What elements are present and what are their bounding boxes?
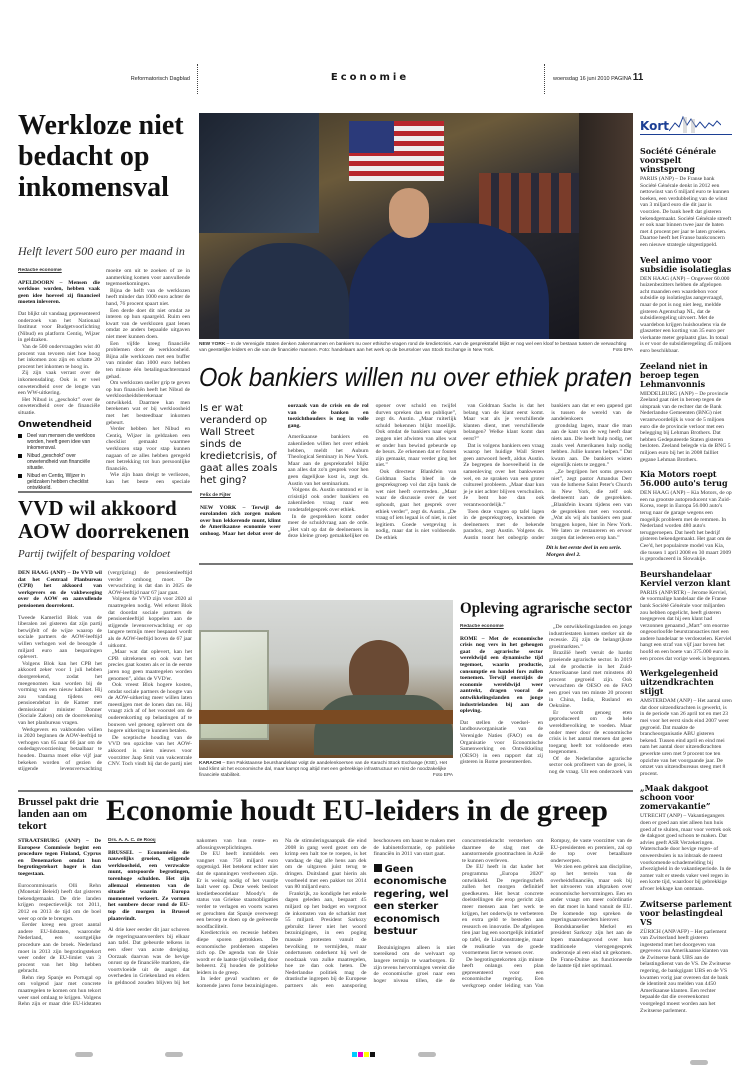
article-subtitle-vvd: Partij twijfelt of besparing voldoet — [18, 548, 171, 560]
paragraph: Dat is volgens bankiers een vraag waarop het huidige Wall Street geen antwoord heeft, aldus Austin. Ze begrepen de hoeveelheid in de samenleving over het bankwezen wel, en ze spraken van een groter cultureel probleem. „Maar daar kun je je niet achter blijven verschuilen. Je bent hoe dan ook verantwoordelijk.” — [463, 442, 545, 508]
kort-item-title: Zeeland niet in beroep tegen Lehmanvonnis — [640, 360, 708, 389]
paragraph: Bijna de helft van de werklozen heeft minder dan 1000 euro achter de hand, 76 procent spaart niet. — [106, 287, 190, 307]
photo-credit: Foto EPA — [432, 773, 453, 778]
paragraph: Dat stellen de voedsel- en landbouworganisatie van de Verenigde Naties (FAO) en de Organisatie voor Economische Samenwerking en Ontwikkeling (OESO) in een rapport dat zij gisteren in Rome presenteerden. — [460, 719, 543, 766]
divider — [18, 790, 633, 792]
paragraph: Er wordt genoeg eten geproduceerd om de hele wereldbevolking te voeden. Maar onder meer door de economische crisis is het aantal mensen dat geen toegang heeft tot voldoende eten toegenomen. — [549, 709, 632, 756]
photo-credit: Foto EPA — [612, 348, 633, 353]
kort-item-title: Veel animo voor subsidie isolatieglas — [640, 254, 732, 274]
kort-item — [640, 570, 732, 663]
paragraph: De EU heeft inmiddels een vangnet van 750 miljard euro opgetuigd. Het betekent echter niet dat de spanningen verdwenen zijn. Er is weinig nodig of het vuurtje laait weer op. Deze week besloot kredietbeoordelaar Moody's de status van Griekse staatsobligaties verder te verlagen en voorts waren er geruchten dat Spanje overweegt een beroep te doen op de geëreerde noodfaciliteit. — [196, 851, 278, 930]
caption-place: KARACHI — [199, 761, 222, 766]
paragraph: Dat blijkt uit vandaag gepresenteerd onderzoek van het Nationaal Instituut voor Budgetvoorlichting (Nibud) en platform Centiq, Wijzer in geldzaken. — [18, 310, 100, 344]
kort-item-text: DEN HAAG (ANP) – Kia Motors, de op een na grootste autoproducent van Zuid-Korea, roept in Europa 56.000 auto's terug naar de garage wegens een mogelijk probleem met de remmen. In Nederland worden 480 auto's teruggeroepen. Dat heeft het bedrijf gisteren bekendgemaakt. Het gaat om de Cee'd, het populairste model van Kia, die tussen 1 april 2008 en 30 maart 2009 is geproduceerd in Slowakije. — [640, 490, 732, 563]
caption-text: – In de Verenigde Staten denken zakenmannen en bankiers nu over ethische vragen rond de kredietcrisis. Aan de gesprekstafel blijkt er nog wel een kloof te bestaan tussen de verwachting van geestelijke leiders en die van de financiële mannen. Foto: handelaars aan het werk op de beursvloer van Stock Exchange in New York. — [199, 342, 627, 353]
kort-item-text: MIDDELBURG (ANP) – De provincie Zeeland gaat niet in beroep tegen de uitspraak van de rechter dat de Bank Nederlandse Gemeenten (BNG) niet verantwoordelijk is voor de 5 miljoen euro die de provincie verloor met een belegging bij Lehman Brothers. Dat hebben Gedeputeerde Staten gisteren besloten. Zeeland belegde via de BNG 5 miljoen euro bij het in 2008 failliet gegane Lehman Brothers. — [640, 390, 731, 463]
article-title-brussel: Brussel pakt drie landen aan om tekort — [18, 796, 99, 832]
opleving-body — [460, 624, 632, 776]
kort-label: Kort — [640, 119, 669, 133]
paragraph: Om werklozen sneller grip te geven op hun financiën heeft het Nibud de werkloosheidsberekenaar ontwikkeld. Daarmee kan men berekenen wat er bij werkloosheid met het besteedbaar inkomen gebeurt. — [106, 380, 190, 426]
article-title-werkloze: Werkloze niet bedacht op inkomensval — [18, 110, 184, 203]
paragraph: Een derde doet dit niet omdat ze interen op hun spaargeld. Ruim een kwart van de werklozen gaat lenen omdat ze anders bepaalde uitgaven niet meer kunnen doen. — [106, 307, 190, 340]
newspaper-name: Reformatorisch Dagblad — [130, 76, 190, 82]
paragraph: In ieder geval wachten er de komende jaren forse bezuinigingen. Na de stimuleringsaanpak die eind 2008 in gang werd gezet om de krimp een halt toe te roepen, is het vandaag de dag alle hens aan dek om de uitgaven juist terug te dringen. Duitsland gaat hierin als voorbeeld met een pakket tot 2014 van 80 miljard euro. — [196, 838, 367, 990]
article-deck: Is er wat veranderd op Wall Street sinds de kredietcrisis, of gaat alles zoals het ging? — [200, 403, 278, 486]
article-title-vvd: VVD wil akkoord AOW doorrekenen — [18, 496, 190, 543]
paragraph: Van de 500 ondervraagden wist 40 procent van tevoren niet hoe hoog het inkomen zou zijn en schatte 20 procent het inkomen te hoog in. — [18, 343, 100, 370]
paragraph: Wie zijn baan dreigt te verliezen, kan het beste een speciale — [106, 472, 190, 485]
paragraph: Bezuinigingen alleen is niet toereikend om de welvaart op langere termijn te waarborgen. Er zijn tevens hervormingen vereist die de economische groei naar een hoger niveau tillen, die de concurrentiekracht versterken om daarmee de slag met de aanstormende grootmachten in Azië te kunnen overleven. — [373, 838, 544, 984]
photo-caption — [199, 761, 453, 779]
article-intro: BRUSSEL – Economieën die nauwelijks groeien, stijgende werkloosheid, een verzwakte munt, ontspoorde begrotingen, torenhoge schulden. Het zijn allemaal elementen van de situatie waarin Europa momenteel verkeert. Ze vormen het sombere decor rond de EU-top die morgen in Brussel plaatsvindt. — [108, 849, 190, 922]
paragraph: Het Nibud is „geschokt” over de onwetendheid over de financiële situatie. — [18, 396, 100, 416]
kort-item — [640, 470, 732, 563]
paragraph: De begrotingstekorten zijn minste heeft onlangs een plan gepresenteerd voor een economische regering. Een werkgroep onder leiding van Van Rompuy, de vaste voorzitter van de EU-presidenten en premiers, zal op de top over betaalbare onderwerpen. — [462, 838, 632, 990]
kort-item — [640, 256, 732, 355]
paragraph: Amerikaanse bankiers en zakenlieden willen het over ethiek hebben, meldt het Auburn Theological Seminary in New York. Maar aan de gesprekstafel blijkt aan alles dat zo'n gesprek voor hen geen dagelijkse kost is, zegt ds. Austin van het seminarium. — [287, 434, 369, 487]
list-item: Nibud en Centiq, Wijzer in geldzaken hebben checklist ontwikkeld. — [18, 473, 100, 491]
paragraph: „Maar wat dat oplevert, kan het CPB uitrekenen en ook wat het precies gaat kosten als er in de eerste jaren nog geen maatregelen worden genomen”, aldus de VVD'er. — [108, 649, 192, 682]
kort-item-text: AMSTERDAM (ANP) – Het aantal uren dat door uitzendkrachten is gewerkt, is in de periode van 26 april tot en met 23 mei voor het eerst sinds eind 2007 weer gegroeid. Dat maakte de brancheorganisatie ABU gisteren bekend. Tussen eind april en eind mei nam het aantal door uitzendkrachten gewerkte uren met 9 procent toe ten opzichte van het voorgaande jaar. De omzet van uitzendbureaus steeg met 8 procent. — [640, 698, 732, 777]
series-note: Dit is het eerste deel in een serie. Morgen deel 2. — [546, 545, 632, 558]
kort-item-title: Beurshandelaar Kerviel verzon klant — [640, 568, 731, 588]
paragraph: Brazilië heeft veruit de hardst groeiende agrarische sector. In 2019 zal de productie in het Zuid-Amerikaanse land met minstens 40 procent gegroeid zijn. Ook verwachten de OESO en de FAO een groei van ten minste 20 procent in China, India, Rusland en Oekraïne. — [549, 650, 632, 710]
paragraph: Ook vreest Blok hogere kosten, omdat sociale partners de hoogte van de AOW-uitkering meer willen laten meestijgen met de lonen dan nu. Hij vraagt zich af of het voorstel om de ouderenkorting op belastingen af te bouwen wel genoeg oplevert om de hogere uitkering te kunnen betalen. — [108, 682, 192, 735]
paragraph: „De ontwikkelingslanden en jonge industriestaten komen sterker uit de recessie. Zij zijn de belangrijkste groeimarkten.” — [549, 624, 632, 650]
registration-mark — [75, 1052, 93, 1057]
sparkline-icon — [669, 113, 721, 133]
article-intro: STRAATSBURG (ANP) – De Europese Commissie begint een procedure tegen Finland, Cyprus en Denemarken omdat hun begrotingstekort hoger is dan toegestaan. — [18, 838, 101, 877]
kort-item-title: „Maak dakgoot schoon voor zomervakantie” — [640, 783, 711, 812]
vvd-body — [18, 570, 192, 778]
registration-mark — [418, 1052, 436, 1057]
paragraph: De EU heeft in dat kader het programma „Europa 2020” ontwikkeld. De regeringschefs zullen het morgen definitief goedkeuren. Het bevat concrete doelstellingen die erop gericht zijn meer mensen aan het werk te krijgen, het onderwijs te verbeteren en extra geld te besteden aan research en innovatie. De afgelopen tien jaar lag een soortgelijk initiatief op tafel, de Lisabonstrategie, maar de realisatie van de goede voornemens liet te wensen over. — [462, 864, 544, 957]
article-title-bankiers: Ook bankiers willen nu over ethiek praten — [199, 362, 633, 392]
kort-item-title: Kia Motors roept 56.000 auto's terug — [640, 469, 728, 489]
kort-item — [640, 784, 732, 892]
article-title-economie: Economie houdt EU-leiders in de greep — [106, 794, 608, 827]
kort-item — [640, 147, 732, 249]
kort-item-text: ZÜRICH (ANP/AFP) – Het parlement van Zwitserland heeft gisteren ingestemd met het doorgeven van gegevens van Amerikaanse klanten van de Zwitserse bank UBS aan de belastingdienst van de VS. De Zwitserse regering, de bankgigant UBS en de VS kwamen vorig jaar overeen dat de bank de identiteit zou melden van 4450 Amerikaanse klanten. Een rechter bepaalde dat die overeenkomst voorgelegd moest worden aan het Zwitserse parlement. — [640, 928, 731, 1014]
paragraph: Volgens de VVD zijn voor 2020 al maatregelen nodig. Wel erkent Blok dat doordat sociale partners de pensioenleeftijd koppelen aan de stijgende levensverwachting er op langere termijn meer bespaard wordt als de AOW-leeftijd boven de 67 jaar uitkomt. — [108, 596, 192, 649]
brussel-article — [18, 796, 101, 1008]
photo-stock-exchange — [199, 113, 633, 339]
byline: Redactie economie — [18, 268, 62, 273]
paragraph: „Ze begrijpen het soms gewoon niet”, zegt pastor Amandus Derr van de lutherse Saint Peter's Church in New York, die zelf ook deelneemt aan de gesprekken. „Blankfein kwam tijdens een van de gesprekken met een voorstel. „Wat als wij als bankiers een paar bruggen kopen, hier in New York. We laten ze restaureren en ervoor zorgen dat iedereen erop kan.” — [551, 468, 632, 541]
werkloze-col2 — [106, 268, 190, 486]
kort-item-text: UTRECHT (ANP) – Vakantiegangers doen er goed aan niet alleen hun huis goed af te sluiten, maar voor vertrek ook de dakgoot goed schoon te maken. Dat advies geeft ASR Verzekeringen. Waterschade door hevige regen- of onweersbuien is na inbraak de meest voorkomende schademelding bij afwezigheid in de vakantieperiode. In de zomer valt er steeds vaker veel regen in een korte tijd, waardoor bij gebrekkige afvoer lekkage kan ontstaan. — [640, 813, 732, 892]
paragraph: Een vijfde kreeg financiële problemen door de werkloosheid. Bijna alle werklozen met een buffer van minder dan 1000 euro hebben ten minste één betalingsachterstand gehad. — [106, 340, 190, 380]
photo-caption — [199, 342, 633, 354]
paragraph: We zien een gebrek aan discipline, op het terrein van de overheidsfinanciën, maar ook bij het uitvoeren van afspraken over economische hervormingen. Een en ander vraagt om meer coördinatie en dat moet in hand vanuit de EU. De komende top spreken de regeringsaanvoerders hierover. — [550, 864, 632, 924]
us-flag — [349, 121, 444, 181]
onwetendheid-box — [18, 420, 100, 493]
paragraph: Eerder kreeg een groot aantal andere EU-lidstaten, waaronder Nederland, een soortgelijke procedure aan de broek. Nederland moet in 2013 zijn begrotingstekort weer onder de EU-limiet van 3 procent van het bbp hebben gebracht. — [18, 922, 101, 975]
paragraph: Rehn riep Spanje en Portugal op om volgend jaar met concrete maatregelen te komen om hun tekort weer snel omlaag te krijgen. Volgens Rehn zijn er maar drie EU-lidstaten — [18, 974, 101, 1008]
article-intro: ROME – Met de economische crisis nog vers in het geheugen gaat de agrarische sector wereldwijd een dynamische tijd tegemoet, waarin productie, consumptie en handel fors zullen toenemen. Terwijl enerzijds de economie wereldwijd weer aantrekt, dragen vooral de ontwikkelingslanden en jonge industrielanden bij aan de opleving. — [460, 635, 543, 715]
kort-item-text: DEN HAAG (ANP) – Ongeveer 60.000 huizenbezitters hebben de afgelopen acht maanden een waardebon voor subsidie op isolatieglas aangevraagd, maar de pot is nog niet leeg, meldde gisteren Agentschap NL, dat de subsidieregeling uitvoert. Met de waardebon krijgen huishoudens via de glaszetter een korting van 35 euro per vierkante meter geplaatst glas. In totaal is er voor de subsidieregeling 45 miljoen euro beschikbaar. — [640, 275, 732, 355]
kort-item-text: PARIJS (ANP) – De Franse bank Société Générale denkt in 2012 een nettowinst van 6 miljard euro te kunnen boeken, een verdubbeling van de winst van 3 miljard euro die dit jaar is voorzien. De bank heeft dat gisteren bekendgemaakt. Société Générale streeft er ook naar binnen twee jaar de baten met 4 procent per jaar te laten groeien. Daartoe heeft het Franse bankconcern een nieuwe strategie uitgestippeld. — [640, 176, 732, 248]
list-item: Nibud „geschokt” over onwetendheid van financiële situatie. — [18, 453, 100, 471]
kort-logo — [640, 113, 732, 135]
date-text: woensdag 16 juni 2010 PAGINA — [553, 76, 632, 82]
paragraph: Toen deze vragen op tafel lagen in de gespreksgroep, kwamen de deelnemers met de bekende paradox, zegt Austin. Volgens ds. Austin toont het onbegrip onder bankiers aan dat er een gapend gat is tussen de wereld van de aandelenkoers — [463, 403, 632, 541]
paragraph: Volgens Blok kan het CPB het akkoord zeker voor 1 juli hebben doorgerekend, zodat het meegenomen kan worden bij de vorming van een nieuw kabinet. Hij zou vandaag tijdens een pensioendebat in de Kamer met demissionair minister Donner (Sociale Zaken) om de doorrekening van het planbureau vragen. — [18, 660, 102, 727]
paragraph: Werkgevers en vakbonden willen in 2020 beginnen de AOW-leeftijd te verhogen van 65 naar 66 jaar om de oudedagsvoorziening betaalbaar te houden. Daarna moet elke vijf jaar bekeken worden of gezien de stijgende levensverwachting (vergrijzing) de pensioenleeftijd verder omhoog moet. De verwachting is dat dan in 2025 de AOW-leeftijd naar 67 jaar gaat. — [18, 570, 192, 773]
kort-item-title: Zwitserse parlement voor belastingdeal VS — [640, 898, 732, 927]
photo-karachi-trader — [199, 600, 453, 758]
header-divider — [197, 64, 198, 94]
paragraph: Of de Nederlandse agrarische sector ook profiteert van de groei, is nog de vraag. Uit een onderzoek van — [549, 755, 632, 776]
color-bar — [352, 1052, 375, 1057]
paragraph: moeite om uit te zoeken of ze in aanmerking komen voor aanvullende tegemoetkomingen. — [106, 268, 190, 288]
pull-quote — [374, 864, 456, 939]
page-number: 11 — [632, 72, 644, 83]
article-intro: APELDOORN – Mensen die werkloos worden, hebben vaak geen idee hoeveel zij financieel moeten inleveren. — [18, 279, 100, 306]
byline: Felix de Fijter — [200, 493, 231, 498]
article-intro: DEN HAAG (ANP) – De VVD wil dat het Centraal Planbureau (CPB) het akkoord van werkgevers en de vakbeweging over de AOW en aanvullende pensioenen doorrekent. — [18, 570, 102, 609]
paragraph: In de gesprekken komt onder meer de schuldvraag aan de orde. „Het valt op dat de deelnemers in deze kleine groep gemakkelijker en opener over schuld en twijfel durven spreken dan en publique”, zegt ds. Austin. „Maar ruiterlijk schuld bekennen blijkt moeilijk. Ook omdat de bankiers naar eigen zeggen niet afwisten van alles wat er onder hun bewind gebeurde op de beurs. Ze erkennen dat er fouten zijn gemaakt, maar verder ging het niet.” — [287, 403, 457, 540]
paragraph: Al drie keer eerder dit jaar schoven de regeringsaanvoerders bij elkaar aan tafel. Dat gebeurde telkens in een sfeer van acute dreiging. Oorzaak daarvan was de hevige onrust op de financiële markten, die voortvloeide uit de angst dat overheden in Griekenland en elders in geldnood zouden blijven bij het nakomen van hun rente- en aflossingsverplichtingen. — [108, 838, 278, 986]
paragraph: Eurocommissaris Olli Rehn (Monetair Beleid) heeft dat gisteren bekendgemaakt. De drie landen krijgen respectievelijk tot 2011, 2012 en 2013 de tijd om de boel weer op orde te brengen. — [18, 882, 101, 922]
caption-text: – Een Pakistaanse beurshandelaar volgt de aandelenkoersen van de Karachi Stock Exchange (KSE). Het land klimt uit het economische dal, maar kampt nog altijd met een gebrekkige infrastructuur en mist de noodzakelijke financiële stabiliteit. — [199, 761, 447, 778]
bankiers-body — [200, 403, 632, 542]
economie-body — [108, 838, 632, 1038]
kort-item — [640, 900, 732, 1015]
page-date — [553, 72, 643, 83]
paragraph: Kredietcrisis en recessie hebben diepe sporen getrokken. De economische problemen stapelen zich op. De agenda van de Unie wordt er de laatste tijd volledig door beheerst. Zij houden de politieke leiders in de greep. — [196, 930, 278, 976]
byline: Drs. A. A. C. de Rooij — [108, 838, 156, 843]
header-divider — [544, 64, 545, 94]
registration-mark — [690, 1060, 708, 1065]
paragraph: Frankrijk, zo kondigde het enkele dagen geleden aan, bespaart 45 miljard op het budget en vergroot de inkomsten van de schatkist met 55 miljard. President Sarkozy gebruikt liever niet het woord bezuinigingen, in een poging massale protesten vanuit de bevolking te vermijden, maar ondertussen onderkent hij wel de noodzaak van zulke maatregelen, hoe ze dan ook heten. De Nederlandse politiek mag de drastische ingrepen bij de Europese partners als een aansporing beschouwen om haast te maken met de kabinetsformatie, op publieke financiën in 2011 van start gaat. — [285, 838, 455, 990]
kort-item-title: Werkgelegenheid uitzendkrachten stijgt — [640, 668, 719, 697]
brussel-body — [18, 838, 101, 1008]
divider — [18, 491, 192, 493]
paragraph: De sceptische houding van de VVD ten opzichte van het AOW-akkoord is niets nieuws voor voorzitter Jaap Smit van vakcentrale CNV. Toch vindt hij dat de partij niet — [108, 734, 192, 768]
kort-item-title: Société Générale voorspelt winstsprong — [640, 146, 717, 174]
kort-item — [640, 362, 732, 464]
kort-item-text: PARIJS (ANP/RTR) – Jerome Kerviel, de voormalige handelaar die de Franse bank Société Générale voor miljarden zou hebben opgelicht, heeft gisteren toegegeven dat hij een klant had verzonnen genaamd „Mart” om enorme ongeoorloofde beurstransacties met een andere handelaar te verdoezelen. Kerviel hangt een straf van vijf jaar boven het hoofd en een boete van 375.000 euro in een proces dat vorige week is begonnen. — [640, 589, 732, 662]
article-subtitle-werkloze: Helft levert 500 euro per maand in — [18, 244, 185, 258]
paragraph: Volgens ds. Austin ontstond er in crisistijd ook onder bankiers en zakenlieden vraag naar een rondetafelgesprek over ethiek. — [287, 487, 369, 513]
box-title: Onwetendheid — [18, 420, 92, 430]
article-title-opleving: Opleving agrarische sector — [460, 600, 633, 617]
paragraph: Verder hebben het Nibud en Centiq, Wijzer in geldzaken een checklist gemaakt waarmee werklozen stap voor stap kunnen nagaan of ze alles hebben geregeld met betrekking tot hun persoonlijke financiën. — [106, 426, 190, 472]
paragraph: grondslag lagen, maar die man aan de kant van de weg heeft daar niets aan. Die heeft hulp nodig, net zoals veel Amerikanen hulp nodig hebben. Jullie kunnen helpen.” Dat kwam aan. De bankiers wisten eigenlijk niets te zeggen.” — [551, 422, 632, 469]
divider — [199, 563, 633, 565]
paragraph: Bondskanselier Merkel en president Sarkozy zijn het aan de lopen maandagavond over hun traditionele vierogengesprek onderonsje al een eind uit gekomen. De Frans-Duitse as functioneerde de laatste tijd niet optimaal. — [550, 923, 632, 970]
paragraph: Zij zijn vaak verrast over de inkomensdaling. Ook is er veel onwetendheid over de lengte van een WW-uitkering. — [18, 370, 100, 397]
pull-quote-text: Geen economische regering, wel een sterker economisch bestuur — [373, 863, 449, 938]
article-intro: NEW YORK – Terwijl de eurolanden zich zorgen maken over hun lekkerende munt, klimt de Amerikaanse economie weer omhoog. Maar het debat over de oorzaak van de crisis en de rol van de banken en toezichthouders is nog in volle gang. — [200, 403, 369, 537]
caption-place: NEW YORK — [199, 342, 226, 347]
werkloze-col1 — [18, 268, 100, 416]
paragraph: Tweede Kamerlid Blok van de liberalen zei gisteren dat zijn partij betwijfelt of de wijze waarop de sociale partners de AOW-leeftijd willen verhogen wel de beoogde 4 miljard euro aan besparingen oplevert. — [18, 614, 102, 661]
square-bullet-icon — [374, 864, 382, 872]
section-title: Economie — [330, 72, 410, 83]
paragraph: van Goldman Sachs is dat het belang van de klant eerst komt. Maar wat als je verschillende klanten dient, met verschillende belangen? Welke klant komt dan eerst?” — [463, 403, 545, 442]
kort-item — [640, 669, 732, 777]
byline: Redactie economie — [460, 624, 504, 629]
paragraph: Ook directeur Blankfein van Goldman Sachs bleef in de gespreksgroep vol dat zijn bank de wet niet heeft overtreden. „Maar waar de discussie over de wet ophoudt, gaat het gesprek over ethiek verder”, zegt ds. Austin. „De vraag of iets legaal is of niet, is niet legitiem. Goede wetgeving is nodig, maar dat is niet voldoende. De ethiek — [375, 468, 457, 541]
registration-mark — [165, 1052, 183, 1057]
list-item: Deel van mensen die werkloos worden, heeft geen idee van inkomensval. — [18, 433, 100, 451]
kort-column — [640, 113, 732, 1014]
